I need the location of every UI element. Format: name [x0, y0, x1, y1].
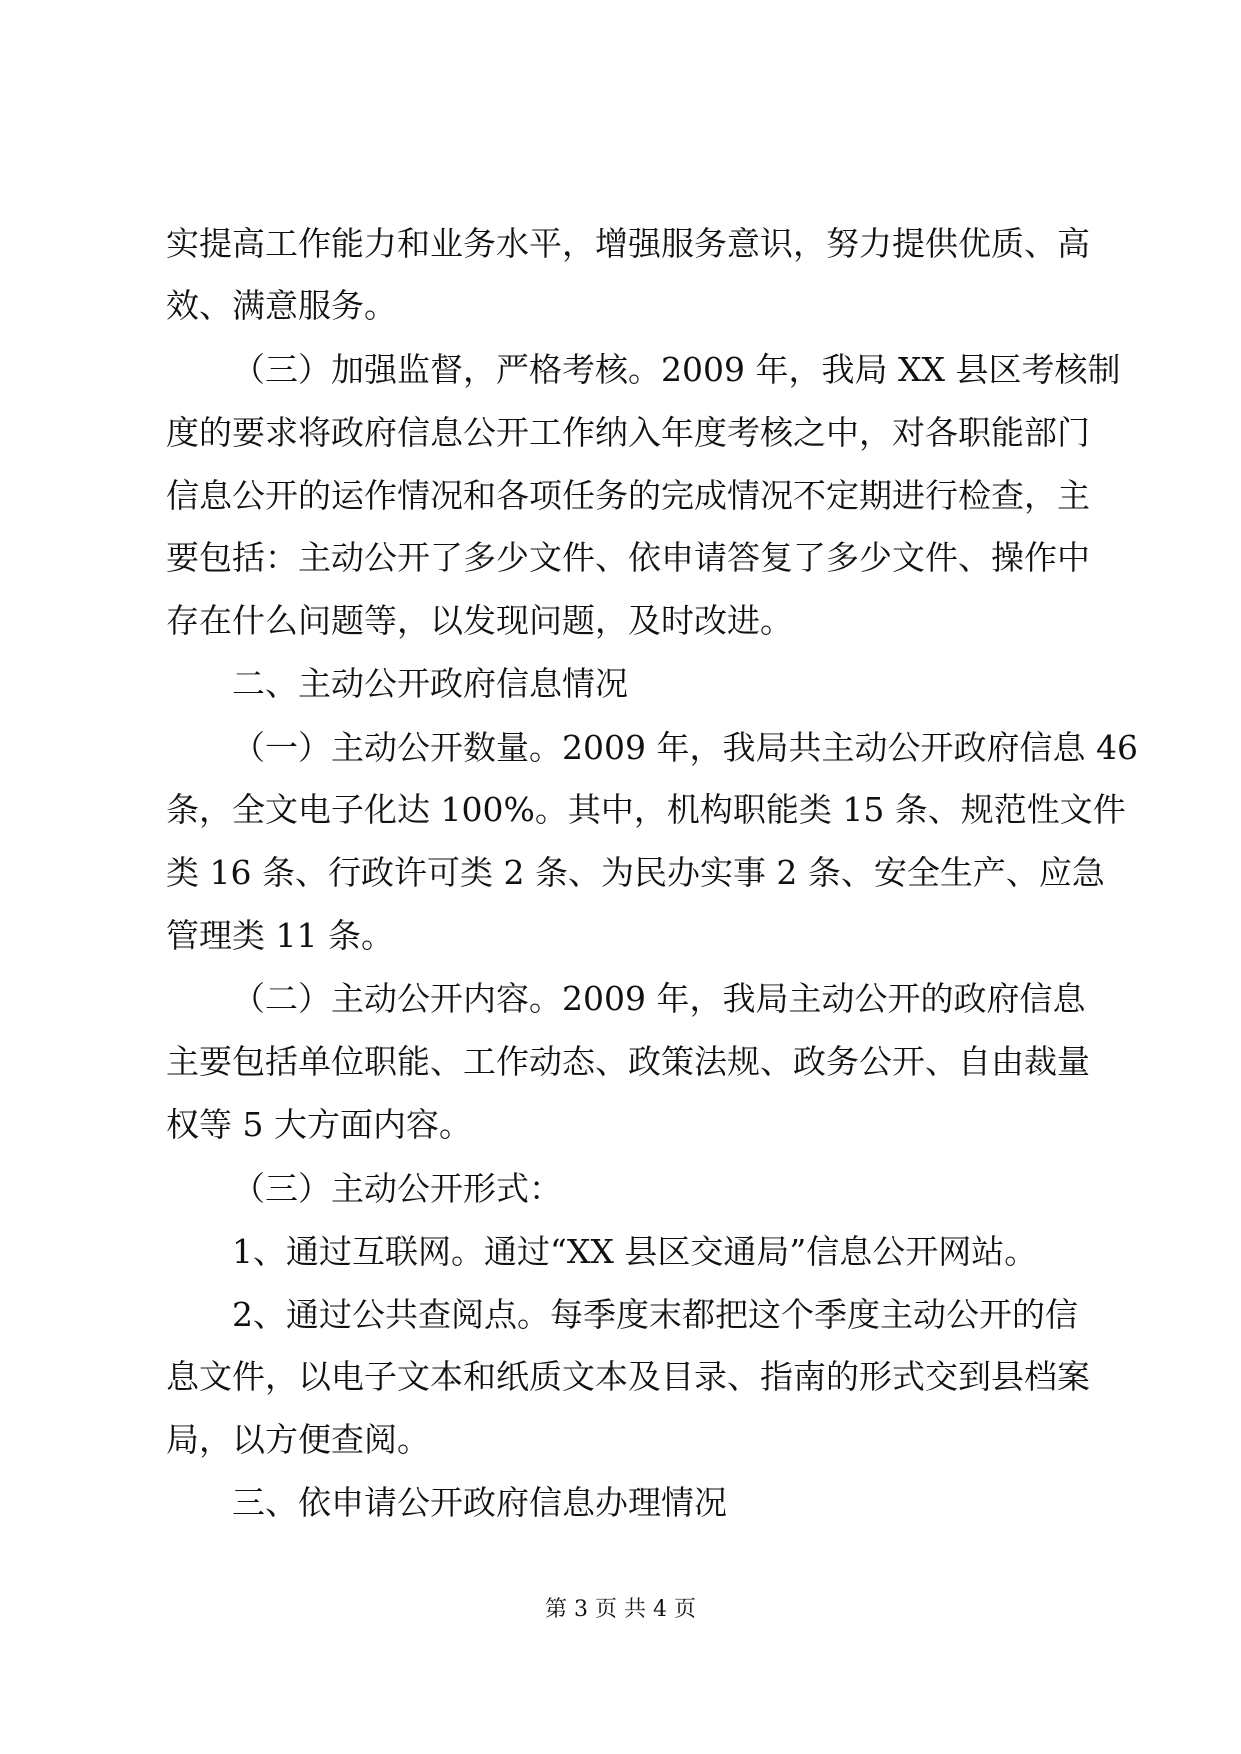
text-line: 实提高工作能力和业务水平，增强服务意识，努力提供优质、高 [166, 224, 1090, 263]
text-line: （三）加强监督，严格考核。2009 年，我局 XX 县区考核制 [232, 350, 1121, 389]
text-line: 度的要求将政府信息公开工作纳入年度考核之中，对各职能部门 [166, 413, 1090, 452]
text-line: 权等 5 大方面内容。 [166, 1105, 472, 1144]
text-line: （二）主动公开内容。2009 年，我局主动公开的政府信息 [232, 979, 1086, 1018]
page-footer: 第 3 页 共 4 页 [545, 1597, 696, 1622]
text-line: 主要包括单位职能、工作动态、政策法规、政务公开、自由裁量 [166, 1042, 1090, 1081]
text-line: 存在什么问题等，以发现问题，及时改进。 [166, 601, 793, 640]
text-line: 信息公开的运作情况和各项任务的完成情况不定期进行检查，主 [166, 476, 1090, 515]
text-line: 局，以方便查阅。 [166, 1420, 430, 1459]
text-line: 条，全文电子化达 100%。其中，机构职能类 15 条、规范性文件 [166, 790, 1126, 829]
text-line: 管理类 11 条。 [166, 916, 394, 955]
section-heading: 二、主动公开政府信息情况 [232, 664, 628, 703]
text-line: （三）主动公开形式： [232, 1169, 562, 1208]
text-line: （一）主动公开数量。2009 年，我局共主动公开政府信息 46 [232, 728, 1138, 767]
text-line: 类 16 条、行政许可类 2 条、为民办实事 2 条、安全生产、应急 [166, 853, 1105, 892]
text-line: 1、通过互联网。通过“XX 县区交通局”信息公开网站。 [232, 1232, 1038, 1271]
text-line: 要包括：主动公开了多少文件、依申请答复了多少文件、操作中 [166, 538, 1090, 577]
section-heading: 三、依申请公开政府信息办理情况 [232, 1483, 727, 1522]
text-line: 息文件，以电子文本和纸质文本及目录、指南的形式交到县档案 [166, 1357, 1090, 1396]
text-line: 2、通过公共查阅点。每季度末都把这个季度主动公开的信 [232, 1295, 1078, 1334]
text-line: 效、满意服务。 [166, 286, 397, 325]
